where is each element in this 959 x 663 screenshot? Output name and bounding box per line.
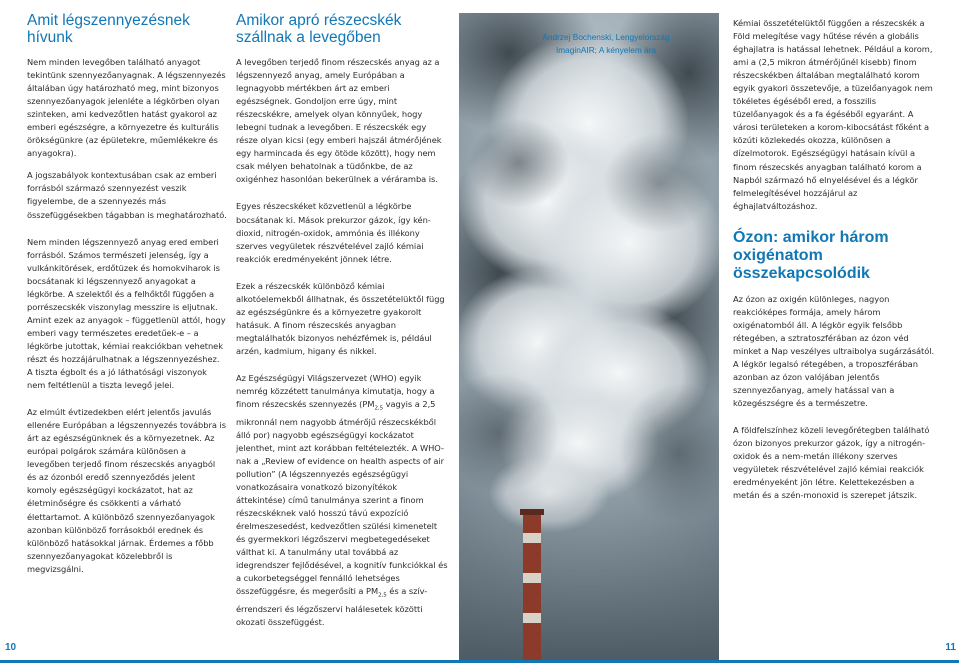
left-column-1 (27, 12, 227, 585)
paragraph: A földfelszínhez közeli levegőrétegben található ózon bizonyos prekurzor gázok, így a nitrogén-oxidok és a nem-metán illékony szerves vegyületek részvételével zajló kémiai reakciók eredményeként jön létre. Kelettekezésben a metán és a szén-monoxid is szerepet játszik. (733, 425, 930, 501)
paragraph: Egyes részecskéket közvetlenül a légkörbe bocsátanak ki. Mások prekurzor gázok, így kén-dioxid, nitrogén-oxidok, ammónia és illékony szerves vegyületek részvételével zajló kémiai reakciók eredményeként jönnek létre. (236, 201, 431, 264)
section-heading-particles: Amikor apró részecskék szállnak a levegőben (236, 12, 402, 46)
page-number-left: 10 (5, 642, 17, 653)
right-column (733, 17, 937, 511)
photo-caption (521, 31, 691, 57)
paragraph: Nem minden levegőben található anyagot tekintünk szennyezőanyagnak. A légszennyezés általában úgy határozható meg, mint bizonyos szennyezőanyagok jelenléte a légkörben olyan szinteken, ami kedvezőtlen hatást gyakorol az emberi egészségre, a környezetre és kulturális örökségünkre (az épületekre, műemlékekre és anyagokra). (27, 57, 226, 159)
paragraph: A levegőben terjedő finom részecskés anyag az a légszennyező anyag, amely Európában a legnagyobb mértékben árt az emberi egészségnek. Gondoljon erre úgy, mint részecskékre, amelyek olyan könnyűek, hogy lebegni tudnak a levegőben. E részecskék egy része olyan kicsi (egy emberi hajszál átmérőjének egy harmincada és egy ötöde között), hogy nem csak mélyen behatolnak a tüdőnkbe, de az oxigénhez hasonlóan bekerülnek a véráramba is. (236, 57, 442, 185)
photo-title: ImaginAIR; A kényelem ára (555, 45, 657, 55)
paragraph: Nem minden légszennyező anyag ered emberi forrásból. Számos természeti jelenség, így a vulkánkitörések, erdőtüzek és homokviharok is bocsátanak ki légszennyező anyagokat a légkörbe. A szelektől és a felhőktől függően a porrészecskék viszonylag messzire is eljutnak. Amint ezek az anyagok – függetlenül attól, hogy emberi vagy természetes eredetűek-e – a légkörbe jutottak, kémiai reakciókban vehetnek részt és hozzájárulhatnak a légszennyezéshez. A tiszta égbolt és a jó láthatósági viszonyok nem feltétlenül a tiszta levegő jelei. (27, 236, 226, 391)
smoke-illustration (459, 13, 719, 663)
paragraph: A jogszabályok kontextusában csak az emberi forrásból származó szennyezést veszik figyelembe, de a szennyezés más összefüggésekben tágabban is meghatározható. (27, 170, 227, 220)
paragraph-who-study (236, 372, 448, 629)
pm-subscript: 2,5 (378, 593, 387, 600)
paragraph: Ezek a részecskék különböző kémiai alkotóelemekből állhatnak, és összetételüktől függ az egészségünkre és a környezetre gyakorolt hatásuk. A finom részecskés anyagban megtalálhatók bizonyos nehézfémek is, például arzén, kadmium, higany és nikkel. (236, 280, 445, 356)
who-text-2: vagyis a 2,5 mikronnál nem nagyobb átmérőjű részecskékből álló por) nagyobb egészségügyi kockázatot jelenthet, mint azt korábban feltételezték. A WHO-nak a „Review of evidence on health aspects of air pollution” (A légszennyezés egészségügyi vonatkozásaira vonatkozó bizonyítékok áttekintése) című tanulmánya szerint a finom részecskéknek való hosszú távú expozíció érelmeszesedést, kedvezőtlen szülési kimenetelt és gyermekkori légzőszervi megbetegedéseket válthat ki. A tanulmány utal továbbá az idegrendszer fejlődésével, a kognitív funkciókkal és a cukorbetegséggel fennálló lehetséges összefüggésre, és megerősíti a PM (236, 399, 448, 597)
section-heading-air-pollution: Amit légszennyezésnek hívunk (27, 12, 190, 46)
photo-credit: Andrzej Bochenski, Lengyelország (542, 32, 670, 42)
paragraph: Az elmúlt évtizedekben elért jelentős javulás ellenére Európában a légszennyezés továbbra is árt az egészségünknek és a környezetnek. Az európai polgárok számára különösen a levegőben terjedő finom részecskés anyagból és az ózonból eredő szennyeződés jelent komoly egészségügyi kockázatot, hat az életminőségre és csökkenti a várható élettartamot. A különböző szennyezőanyagok azonban különböző forrásokból erednek és különböző hatásokkal járnak. Érdemes a főbb szennyezőanyagokat közelebbről is megvizsgálni. (27, 407, 227, 574)
pm-subscript: 2,5 (374, 405, 384, 412)
section-heading-ozone: Ózon: amikor három oxigénatom összekapcsolódik (733, 228, 889, 282)
who-text-1: Az Egészségügyi Világszervezet (WHO) egyik nemrég közzétett tanulmánya kimutatja, hogy a finom részecskés szennyezés (PM (236, 372, 435, 410)
smokestack-photo (459, 13, 719, 663)
paragraph: Az ózon az oxigén különleges, nagyon reakcióképes formája, amely három oxigénatomból áll. A légkör egyik felsőbb rétegében, a sztratoszférában az ózon véd minket a Nap veszélyes ultraibolya sugárzásától. A légkör legalsó rétegében, a troposzférában azonban az ózon valójában jelentős szennyezőanyag, amely hatással van a közegészségre és a természetre. (733, 293, 935, 409)
who-text-3: és a szív-érrendszeri és légzőszervi halálesetek közötti okozati összefüggést. (236, 586, 428, 628)
left-column-2 (236, 12, 448, 638)
paragraph-soot: Kémiai összetételüktől függően a részecskék a Föld melegítése vagy hűtése révén a globális éghajlatra is hatással lehetnek. Például a korom, ami a (2,5 mikron átmérőjűnél kisebb) finom részecskékben általában megtalálható korom egyik gyakori összetevője, a tüzelőanyagok nem tökéletes égéséből ered, a fosszilis tüzelőanyagok és a fa égéséből egyaránt. A városi területeken a korom-kibocsátást főként a közúti közlekedés okozza, különösen a dízelmotorok. Egészségügyi hatásain kívül a finom részecskés anyagban található korom a Napból származó hő elnyelésével és a légkör felmelegítésével hozzájárul az éghajlatváltozáshoz. (733, 18, 933, 211)
page-number-right: 11 (945, 642, 956, 653)
